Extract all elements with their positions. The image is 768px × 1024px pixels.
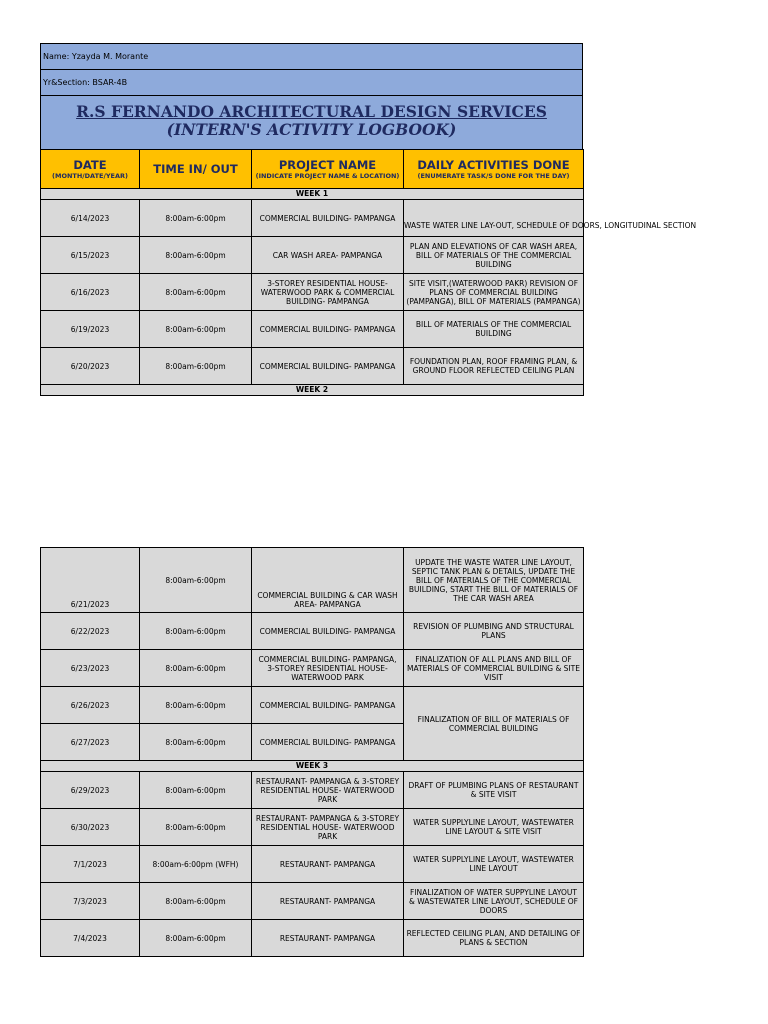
time-cell: 8:00am-6:00pm xyxy=(140,883,252,920)
date-cell: 6/26/2023 xyxy=(41,687,140,724)
company-name: R.S FERNANDO ARCHITECTURAL DESIGN SERVICES xyxy=(76,102,547,121)
table-row xyxy=(41,650,584,687)
project-cell: COMMERCIAL BUILDING & CAR WASH AREA- PAMPANGA xyxy=(252,548,404,613)
time-cell: 8:00am-6:00pm xyxy=(140,548,252,613)
week-row: WEEK 2 xyxy=(41,385,584,396)
logbook-sheet-1 xyxy=(40,43,697,396)
table-row xyxy=(41,348,584,385)
project-cell: RESTAURANT- PAMPANGA xyxy=(252,920,404,957)
activity-text: WASTE WATER LINE LAY-OUT, SCHEDULE OF DOORS, LONGITUDINAL SECTION xyxy=(404,220,697,230)
project-cell: COMMERCIAL BUILDING- PAMPANGA xyxy=(252,200,404,237)
activity-cell: BILL OF MATERIALS OF THE COMMERCIAL BUILDING xyxy=(404,311,584,348)
col-header-date: DATE (MONTH/DATE/YEAR) xyxy=(41,150,140,189)
project-cell: RESTAURANT- PAMPANGA & 3-STOREY RESIDENTIAL HOUSE- WATERWOOD PARK xyxy=(252,772,404,809)
date-cell: 6/27/2023 xyxy=(41,724,140,761)
date-cell: 6/29/2023 xyxy=(41,772,140,809)
time-cell: 8:00am-6:00pm xyxy=(140,809,252,846)
table-row xyxy=(41,548,584,613)
logbook-table-1 xyxy=(40,149,697,396)
table-row xyxy=(41,311,584,348)
project-cell: COMMERCIAL BUILDING- PAMPANGA xyxy=(252,613,404,650)
date-cell: 7/1/2023 xyxy=(41,846,140,883)
col-header-project: PROJECT NAME (INDICATE PROJECT NAME & LOCATION) xyxy=(252,150,404,189)
logbook-title xyxy=(40,95,583,149)
week-row: WEEK 3 xyxy=(41,761,584,772)
time-cell: 8:00am-6:00pm xyxy=(140,687,252,724)
table-row xyxy=(41,809,584,846)
table-row xyxy=(41,846,584,883)
time-cell: 8:00am-6:00pm xyxy=(140,348,252,385)
project-cell: COMMERCIAL BUILDING- PAMPANGA xyxy=(252,311,404,348)
activity-cell: SITE VISIT,(WATERWOOD PAKR) REVISION OF PLANS OF COMMERCIAL BUILDING (PAMPANGA), BILL OF MATERIALS (PAMPANGA) xyxy=(404,274,584,311)
date-cell: 6/19/2023 xyxy=(41,311,140,348)
table-row xyxy=(41,274,584,311)
time-cell: 8:00am-6:00pm xyxy=(140,311,252,348)
table-row xyxy=(41,883,584,920)
date-cell: 6/22/2023 xyxy=(41,613,140,650)
activity-cell: REFLECTED CEILING PLAN, AND DETAILING OF PLANS & SECTION xyxy=(404,920,584,957)
project-cell: COMMERCIAL BUILDING- PAMPANGA xyxy=(252,348,404,385)
project-cell: COMMERCIAL BUILDING- PAMPANGA, 3-STOREY RESIDENTIAL HOUSE- WATERWOOD PARK xyxy=(252,650,404,687)
activity-cell: UPDATE THE WASTE WATER LINE LAYOUT, SEPTIC TANK PLAN & DETAILS, UPDATE THE BILL OF MATERIALS OF THE COMMERCIAL BUILDING, START THE BILL OF MATERIALS OF THE CAR WASH AREA xyxy=(404,548,584,613)
table-row xyxy=(41,687,584,724)
date-cell: 6/14/2023 xyxy=(41,200,140,237)
logbook-table-2 xyxy=(40,547,584,957)
activity-cell: FINALIZATION OF ALL PLANS AND BILL OF MATERIALS OF COMMERCIAL BUILDING & SITE VISIT xyxy=(404,650,584,687)
col-header-time: TIME IN/ OUT xyxy=(140,150,252,189)
table-row xyxy=(41,772,584,809)
activity-cell: PLAN AND ELEVATIONS OF CAR WASH AREA, BILL OF MATERIALS OF THE COMMERCIAL BUILDING xyxy=(404,237,584,274)
project-cell: RESTAURANT- PAMPANGA & 3-STOREY RESIDENTIAL HOUSE- WATERWOOD PARK xyxy=(252,809,404,846)
date-cell: 6/16/2023 xyxy=(41,274,140,311)
date-cell: 6/20/2023 xyxy=(41,348,140,385)
student-name: Name: Yzayda M. Morante xyxy=(40,43,583,69)
time-cell: 8:00am-6:00pm xyxy=(140,920,252,957)
col-header-activities: DAILY ACTIVITIES DONE (ENUMERATE TASK/S DONE FOR THE DAY) xyxy=(404,150,584,189)
activity-cell: WATER SUPPLYLINE LAYOUT, WASTEWATER LINE LAYOUT xyxy=(404,846,584,883)
year-section: Yr&Section: BSAR-4B xyxy=(40,69,583,95)
project-cell: COMMERCIAL BUILDING- PAMPANGA xyxy=(252,724,404,761)
activity-cell: REVISION OF PLUMBING AND STRUCTURAL PLANS xyxy=(404,613,584,650)
time-cell: 8:00am-6:00pm xyxy=(140,200,252,237)
activity-cell: FINALIZATION OF BILL OF MATERIALS OF COMMERCIAL BUILDING xyxy=(404,687,584,761)
project-cell: 3-STOREY RESIDENTIAL HOUSE- WATERWOOD PARK & COMMERCIAL BUILDING- PAMPANGA xyxy=(252,274,404,311)
table-row xyxy=(41,920,584,957)
activity-cell: WATER SUPPLYLINE LAYOUT, WASTEWATER LINE LAYOUT & SITE VISIT xyxy=(404,809,584,846)
logbook-sheet-2 xyxy=(40,547,583,957)
project-cell: RESTAURANT- PAMPANGA xyxy=(252,883,404,920)
date-cell: 6/21/2023 xyxy=(41,548,140,613)
time-cell: 8:00am-6:00pm xyxy=(140,613,252,650)
time-cell: 8:00am-6:00pm xyxy=(140,650,252,687)
time-cell: 8:00am-6:00pm xyxy=(140,772,252,809)
project-cell: RESTAURANT- PAMPANGA xyxy=(252,846,404,883)
project-cell: COMMERCIAL BUILDING- PAMPANGA xyxy=(252,687,404,724)
date-cell: 6/15/2023 xyxy=(41,237,140,274)
header-row xyxy=(41,150,584,189)
time-cell: 8:00am-6:00pm (WFH) xyxy=(140,846,252,883)
activity-cell: FOUNDATION PLAN, ROOF FRAMING PLAN, & GROUND FLOOR REFLECTED CEILING PLAN xyxy=(404,348,584,385)
time-cell: 8:00am-6:00pm xyxy=(140,724,252,761)
time-cell: 8:00am-6:00pm xyxy=(140,237,252,274)
week-row: WEEK 1 xyxy=(41,189,584,200)
date-cell: 7/4/2023 xyxy=(41,920,140,957)
table-row xyxy=(41,613,584,650)
activity-cell: FINALIZATION OF WATER SUPPYLINE LAYOUT & WASTEWATER LINE LAYOUT, SCHEDULE OF DOORS xyxy=(404,883,584,920)
date-cell: 7/3/2023 xyxy=(41,883,140,920)
date-cell: 6/23/2023 xyxy=(41,650,140,687)
date-cell: 6/30/2023 xyxy=(41,809,140,846)
table-row xyxy=(41,200,584,237)
logbook-subtitle: (INTERN'S ACTIVITY LOGBOOK) xyxy=(166,120,457,139)
table-row xyxy=(41,237,584,274)
time-cell: 8:00am-6:00pm xyxy=(140,274,252,311)
activity-cell xyxy=(404,200,697,237)
project-cell: CAR WASH AREA- PAMPANGA xyxy=(252,237,404,274)
activity-cell: DRAFT OF PLUMBING PLANS OF RESTAURANT & SITE VISIT xyxy=(404,772,584,809)
